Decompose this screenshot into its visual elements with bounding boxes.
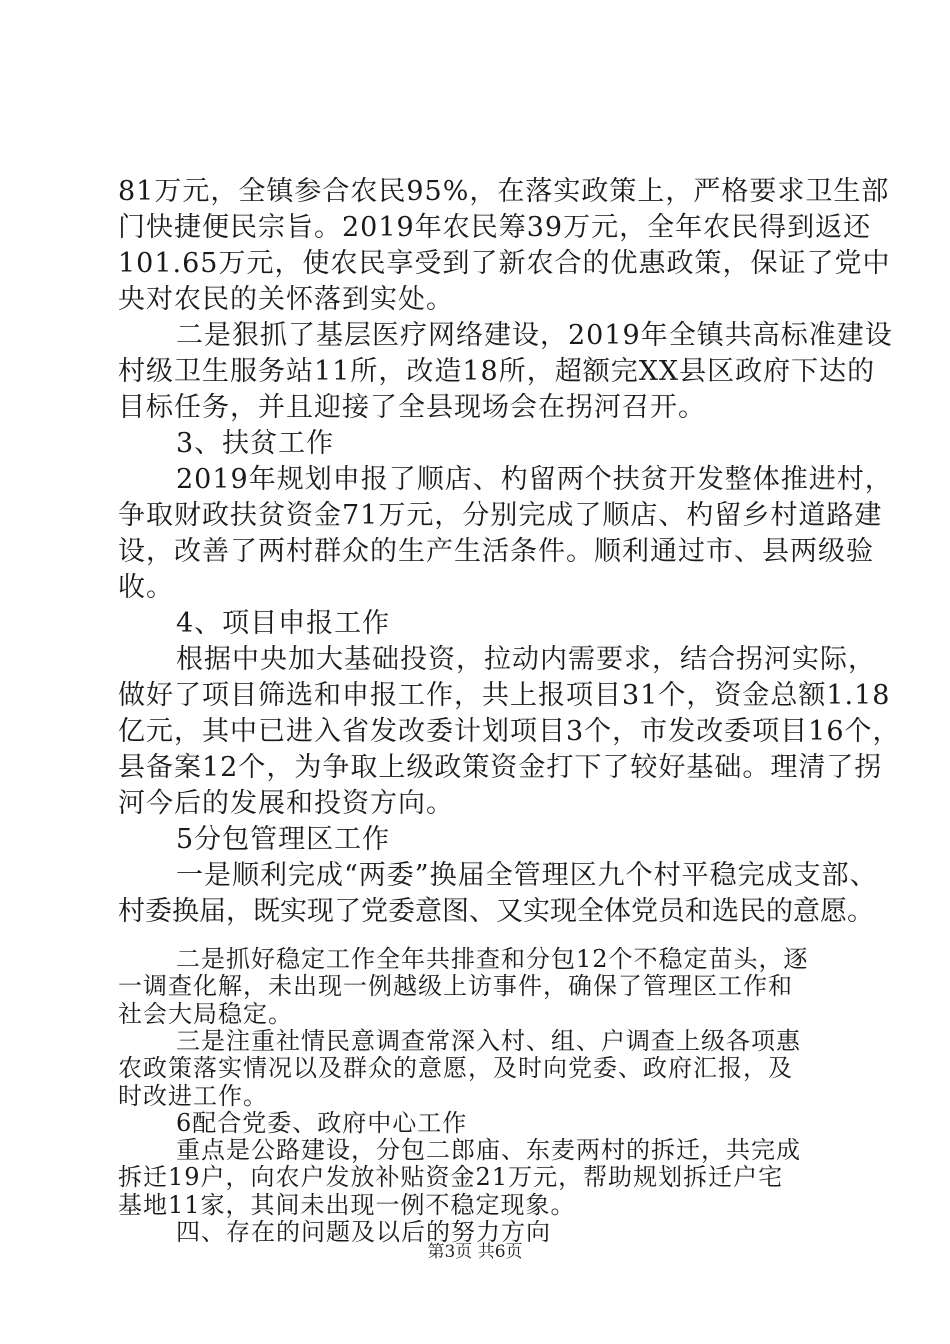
paragraph-line: 村级卫生服务站11所，改造18所，超额完XX县区政府下达的 <box>118 356 876 387</box>
paragraph-line: 做好了项目筛选和申报工作，共上报项目31个，资金总额1.18 <box>118 680 891 711</box>
paragraph-line: 重点是公路建设，分包二郎庙、东麦两村的拆迁，共完成 <box>176 1136 801 1165</box>
paragraph-line: 三是注重社情民意调查常深入村、组、户调查上级各项惠 <box>176 1026 801 1055</box>
paragraph-line: 81万元，全镇参合农民95%，在落实政策上，严格要求卫生部 <box>118 176 890 207</box>
paragraph-line: 社会大局稳定。 <box>118 999 293 1028</box>
paragraph-line: 101.65万元，使农民享受到了新农合的优惠政策，保证了党中 <box>118 248 891 279</box>
paragraph-line: 二是抓好稳定工作全年共排查和分包12个不稳定苗头，逐 <box>176 945 809 973</box>
page-number: 第3页 共6页 <box>427 1242 523 1262</box>
paragraph-line: 2019年规划申报了顺店、杓留两个扶贫开发整体推进村， <box>176 464 893 495</box>
paragraph-line: 时改进工作。 <box>118 1081 268 1110</box>
paragraph-line: 二是狠抓了基层医疗网络建设，2019年全镇共高标准建设 <box>176 320 893 351</box>
paragraph-line: 门快捷便民宗旨。2019年农民筹39万元，全年农民得到返还 <box>118 212 872 243</box>
paragraph-line: 基地11家，其间未出现一例不稳定现象。 <box>118 1190 576 1219</box>
paragraph-line: 根据中央加大基础投资，拉动内需要求，结合拐河实际， <box>176 644 876 675</box>
paragraph-line: 一是顺利完成“两委”换届全管理区九个村平稳完成支部、 <box>176 860 878 891</box>
paragraph-line: 央对农民的关怀落到实处。 <box>118 284 454 315</box>
section-heading: 6配合党委、政府中心工作 <box>176 1108 468 1137</box>
paragraph-line: 争取财政扶贫资金71万元，分别完成了顺店、杓留乡村道路建 <box>118 500 883 531</box>
section-heading: 5分包管理区工作 <box>176 824 391 855</box>
section-heading: 4、项目申报工作 <box>176 608 391 639</box>
paragraph-line: 一调查化解，未出现一例越级上访事件，确保了管理区工作和 <box>118 972 793 1001</box>
paragraph-line: 村委换届，既实现了党委意图、又实现全体党员和选民的意愿。 <box>118 896 874 927</box>
section-heading: 3、扶贫工作 <box>176 428 335 459</box>
paragraph-line: 河今后的发展和投资方向。 <box>118 788 454 819</box>
paragraph-line: 设，改善了两村群众的生产生活条件。顺利通过市、县两级验 <box>118 536 874 567</box>
paragraph-line: 农政策落实情况以及群众的意愿，及时向党委、政府汇报，及 <box>118 1054 793 1083</box>
paragraph-line: 目标任务，并且迎接了全县现场会在拐河召开。 <box>118 392 706 423</box>
paragraph-line: 县备案12个，为争取上级政策资金打下了较好基础。理清了拐 <box>118 752 883 783</box>
paragraph-line: 拆迁19户，向农户发放补贴资金21万元，帮助规划拆迁户宅 <box>118 1163 784 1192</box>
paragraph-line: 亿元，其中已进入省发改委计划项目3个，市发改委项目16个， <box>118 716 901 747</box>
paragraph-line: 收。 <box>118 572 174 603</box>
section-heading: 四、存在的问题及以后的努力方向 <box>176 1218 551 1246</box>
